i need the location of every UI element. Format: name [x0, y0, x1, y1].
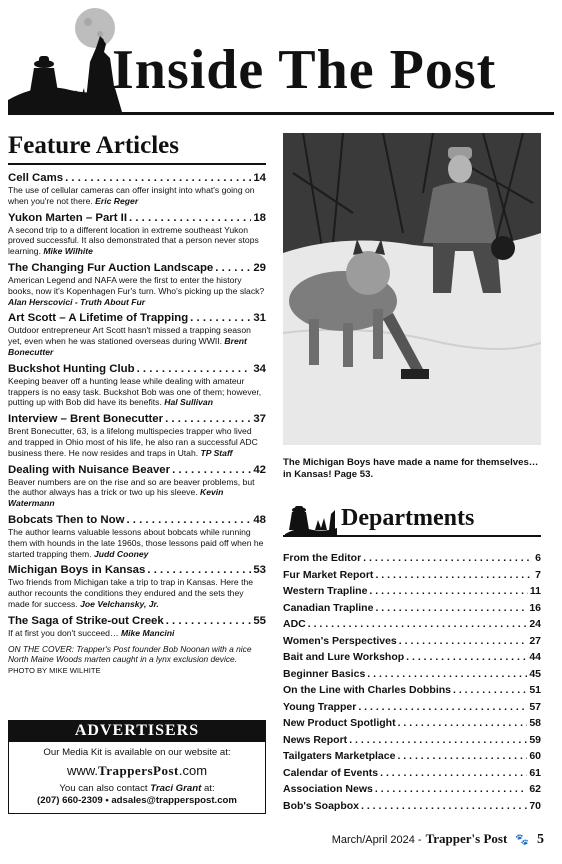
article-page: 37 [253, 413, 266, 426]
article-entry[interactable] [8, 564, 266, 609]
leader-dots [147, 564, 251, 577]
leader-dots [399, 633, 528, 650]
article-description [8, 225, 266, 257]
article-title: Cell Cams [8, 172, 64, 184]
department-entry[interactable] [283, 715, 541, 732]
department-title: Western Trapline [283, 585, 368, 597]
article-entry[interactable] [8, 363, 266, 408]
department-title: Beginner Basics [283, 667, 366, 680]
photo-caption: The Michigan Boys have made a name for themselves…in Kansas! Page 53. [283, 457, 539, 480]
article-author: Joe Velchansky, Jr. [80, 598, 159, 609]
article-author: Judd Cooney [94, 548, 149, 559]
leader-dots [369, 583, 527, 600]
department-entry[interactable] [283, 550, 541, 567]
contact-details[interactable]: (207) 660-2309 • adsales@trapperspost.com [37, 795, 237, 806]
leader-dots [367, 666, 527, 683]
article-entry[interactable] [8, 312, 266, 357]
department-page: 59 [529, 733, 541, 746]
contact-prefix: You can also contact [59, 783, 148, 794]
leader-dots [349, 732, 527, 749]
department-entry[interactable] [283, 600, 541, 617]
leader-dots [453, 682, 527, 699]
article-page: 14 [253, 172, 266, 184]
article-heading [8, 262, 266, 275]
leader-dots [397, 748, 527, 765]
article-title: Bobcats Then to Now [8, 513, 125, 526]
media-kit-text: Our Media Kit is available on our website at: [43, 747, 231, 758]
article-heading [8, 312, 266, 325]
article-summary: Brent Bonecutter, 63, is a lifelong multispecies trapper who lived and trapped in Ohio most of his life, he also ran a successful ADC business there. He now resides and traps in Utah. [8, 426, 258, 458]
article-description [8, 325, 266, 357]
cover-photo-credit: PHOTO BY MIKE WILHITE [8, 665, 101, 675]
cover-photo [283, 133, 541, 445]
article-heading [8, 615, 266, 628]
article-title: Michigan Boys in Kansas [8, 564, 146, 577]
issue-date: March/April 2024 - [331, 834, 422, 846]
article-list [8, 172, 266, 639]
department-title: ADC [283, 618, 306, 630]
article-entry[interactable] [8, 464, 266, 509]
article-description [8, 426, 266, 458]
article-title: Dealing with Nuisance Beaver [8, 463, 171, 476]
leader-dots [361, 798, 527, 815]
advertisers-heading: ADVERTISERS [8, 720, 266, 742]
article-entry[interactable] [8, 262, 266, 307]
department-page: 61 [529, 766, 541, 779]
article-page: 42 [253, 463, 266, 476]
article-entry[interactable] [8, 615, 266, 639]
leader-dots [375, 781, 527, 798]
leader-dots [398, 715, 528, 732]
article-heading [8, 564, 266, 577]
article-heading [8, 363, 266, 376]
leader-dots [172, 464, 251, 477]
cover-note-text: ON THE COVER: Trapper's Post founder Bob Noonan with a nice North Maine Woods marten caught in a lynx exclusion device. [8, 643, 252, 665]
article-page: 53 [253, 564, 266, 577]
article-title: Interview – Brent Bonecutter [8, 413, 164, 426]
department-title: From the Editor [283, 552, 362, 564]
department-title: Canadian Trapline [283, 601, 374, 614]
website-link[interactable] [13, 762, 261, 780]
department-page: 24 [529, 618, 541, 630]
department-entry[interactable] [283, 732, 541, 749]
article-author: Mike Wilhite [43, 246, 93, 257]
page-title: Inside The Post [112, 39, 497, 101]
snow-ground [283, 233, 541, 445]
page-footer [332, 832, 544, 847]
department-title: Young Trapper [283, 700, 357, 713]
article-page: 31 [253, 312, 266, 325]
article-title: Buckshot Hunting Club [8, 362, 135, 375]
department-title: Bait and Lure Workshop [283, 651, 405, 663]
article-description [8, 477, 266, 509]
cover-note [8, 644, 266, 677]
page-header [0, 0, 562, 122]
article-title: The Saga of Strike-out Creek [8, 614, 164, 627]
leader-dots [126, 514, 251, 527]
leader-dots [137, 363, 252, 376]
article-author: Brent Bonecutter [8, 336, 247, 357]
paw-icon: 🐾 [515, 834, 529, 846]
department-title: Bob's Soapbox [283, 799, 360, 812]
website-suffix: .com [178, 763, 208, 778]
article-description [8, 376, 266, 408]
department-entry[interactable] [283, 699, 541, 716]
department-title: Association News [283, 783, 373, 795]
department-page: 6 [535, 552, 541, 564]
article-title: Yukon Marten – Part II [8, 211, 128, 224]
article-description [8, 628, 266, 639]
departments-list [283, 550, 541, 814]
department-title: New Product Spotlight [283, 717, 396, 729]
leader-dots [375, 600, 527, 617]
department-page: 16 [529, 601, 541, 614]
article-description [8, 275, 266, 307]
article-summary: The author learns valuable lessons about bobcats while running them with hounds in the late 1960s, those lessons paid off when he started trapping them. [8, 526, 264, 559]
department-title: Women's Perspectives [283, 634, 397, 647]
leader-dots [380, 765, 527, 782]
leader-dots [215, 262, 251, 275]
leader-dots [358, 699, 527, 716]
leader-dots [406, 649, 527, 666]
department-page: 45 [529, 667, 541, 680]
article-page: 29 [253, 261, 266, 274]
contact-text [13, 783, 261, 795]
department-page: 51 [529, 684, 541, 696]
leader-dots [166, 615, 252, 628]
article-summary: Outdoor entrepreneur Art Scott hasn't missed a trapping season yet, even when he was stationed overseas during WWII. [8, 325, 251, 347]
department-page: 11 [529, 585, 541, 597]
article-summary: American Legend and NAFA were the first to enter the history books, now it's Kopenhagen Fur's turn. Who's picking up the slack? [8, 274, 265, 296]
article-page: 48 [253, 513, 266, 526]
department-entry[interactable] [283, 649, 541, 666]
trapper-campfire-icon [285, 500, 337, 536]
leader-dots [363, 550, 533, 567]
article-page: 55 [253, 614, 266, 627]
trap-device [401, 369, 429, 379]
department-title: On the Line with Charles Dobbins [283, 684, 452, 696]
department-entry[interactable] [283, 765, 541, 782]
department-page: 70 [529, 799, 541, 812]
departments-heading: Departments [341, 505, 475, 531]
department-entry[interactable] [283, 781, 541, 798]
department-title: News Report [283, 733, 348, 746]
contact-name: Traci Grant [150, 783, 202, 794]
article-summary: The use of cellular cameras can offer insight into what's going on when you're not there. [8, 185, 255, 206]
article-heading [8, 413, 266, 426]
article-author: Kevin Watermann [8, 487, 224, 509]
article-summary: Beaver numbers are on the rise and so are beaver problems, but the author always has a trick or two up his sleeve. [8, 476, 255, 498]
article-heading [8, 464, 266, 477]
leader-dots [308, 616, 528, 633]
article-entry[interactable] [8, 172, 266, 207]
department-title: Calendar of Events [283, 766, 379, 779]
leader-dots [165, 413, 251, 426]
feature-articles-section [8, 132, 266, 676]
article-title: The Changing Fur Auction Landscape [8, 261, 214, 274]
departments-rule [283, 535, 541, 537]
department-page: 60 [529, 750, 541, 762]
department-entry[interactable] [283, 748, 541, 765]
article-entry[interactable] [8, 212, 266, 257]
department-page: 57 [529, 700, 541, 713]
article-summary: Keeping beaver off a hunting lease while dealing with amateur trappers is no easy task. Buckshot Bob was one of them; however, putting up with Bob did have its benefits. [8, 375, 262, 408]
magazine-name: Trapper's Post [425, 831, 508, 846]
leader-dots [375, 567, 533, 584]
department-entry[interactable] [283, 616, 541, 633]
article-author: Alan Herscovici - Truth About Fur [8, 296, 146, 307]
article-page: 18 [253, 211, 266, 224]
department-page: 62 [529, 783, 541, 795]
article-author: TP Staff [200, 447, 233, 458]
department-title: Tailgaters Marketplace [283, 750, 396, 762]
article-author: Mike Mancini [120, 627, 175, 638]
leader-dots [190, 312, 251, 325]
website-brand: TrappersPost [98, 763, 179, 778]
article-description [8, 185, 266, 207]
article-summary: If at first you don't succeed… [8, 627, 119, 638]
article-author: Hal Sullivan [164, 397, 213, 408]
department-title: Fur Market Report [283, 568, 374, 581]
departments-header [283, 500, 541, 538]
article-summary: A second trip to a different location in extreme southeast Yukon proved successful. It also demonstrated that a person never stops learning. [8, 224, 259, 257]
department-entry[interactable] [283, 798, 541, 815]
article-summary: Two friends from Michigan take a trip to trap in Kansas. Here the author recounts the conditions they endured and the sets they made for success. [8, 577, 254, 609]
advertisers-box [8, 720, 266, 814]
leader-dots [129, 212, 251, 225]
website-prefix: www. [66, 763, 98, 778]
article-entry[interactable] [8, 413, 266, 458]
department-page: 58 [529, 717, 541, 729]
department-entry[interactable] [283, 633, 541, 650]
department-entry[interactable] [283, 666, 541, 683]
department-page: 7 [535, 568, 541, 581]
advertisers-content [8, 742, 266, 814]
feature-articles-heading: Feature Articles [8, 132, 266, 165]
department-entry[interactable] [283, 583, 541, 600]
article-heading [8, 172, 266, 185]
bobcat-trapper-photo [283, 133, 541, 445]
leader-dots [65, 172, 251, 185]
department-entry[interactable] [283, 682, 541, 699]
article-heading [8, 212, 266, 225]
article-entry[interactable] [8, 514, 266, 559]
article-author: Eric Reger [95, 195, 139, 206]
department-entry[interactable] [283, 567, 541, 584]
department-page: 27 [529, 634, 541, 647]
header-rule [8, 112, 554, 115]
article-title: Art Scott – A Lifetime of Trapping [8, 312, 189, 325]
article-description [8, 577, 266, 609]
moon-icon [75, 8, 115, 48]
article-heading [8, 514, 266, 527]
contact-suffix: at: [203, 783, 215, 794]
department-page: 44 [529, 651, 541, 663]
article-description [8, 527, 266, 559]
page-number: 5 [537, 832, 544, 847]
article-page: 34 [253, 362, 266, 375]
